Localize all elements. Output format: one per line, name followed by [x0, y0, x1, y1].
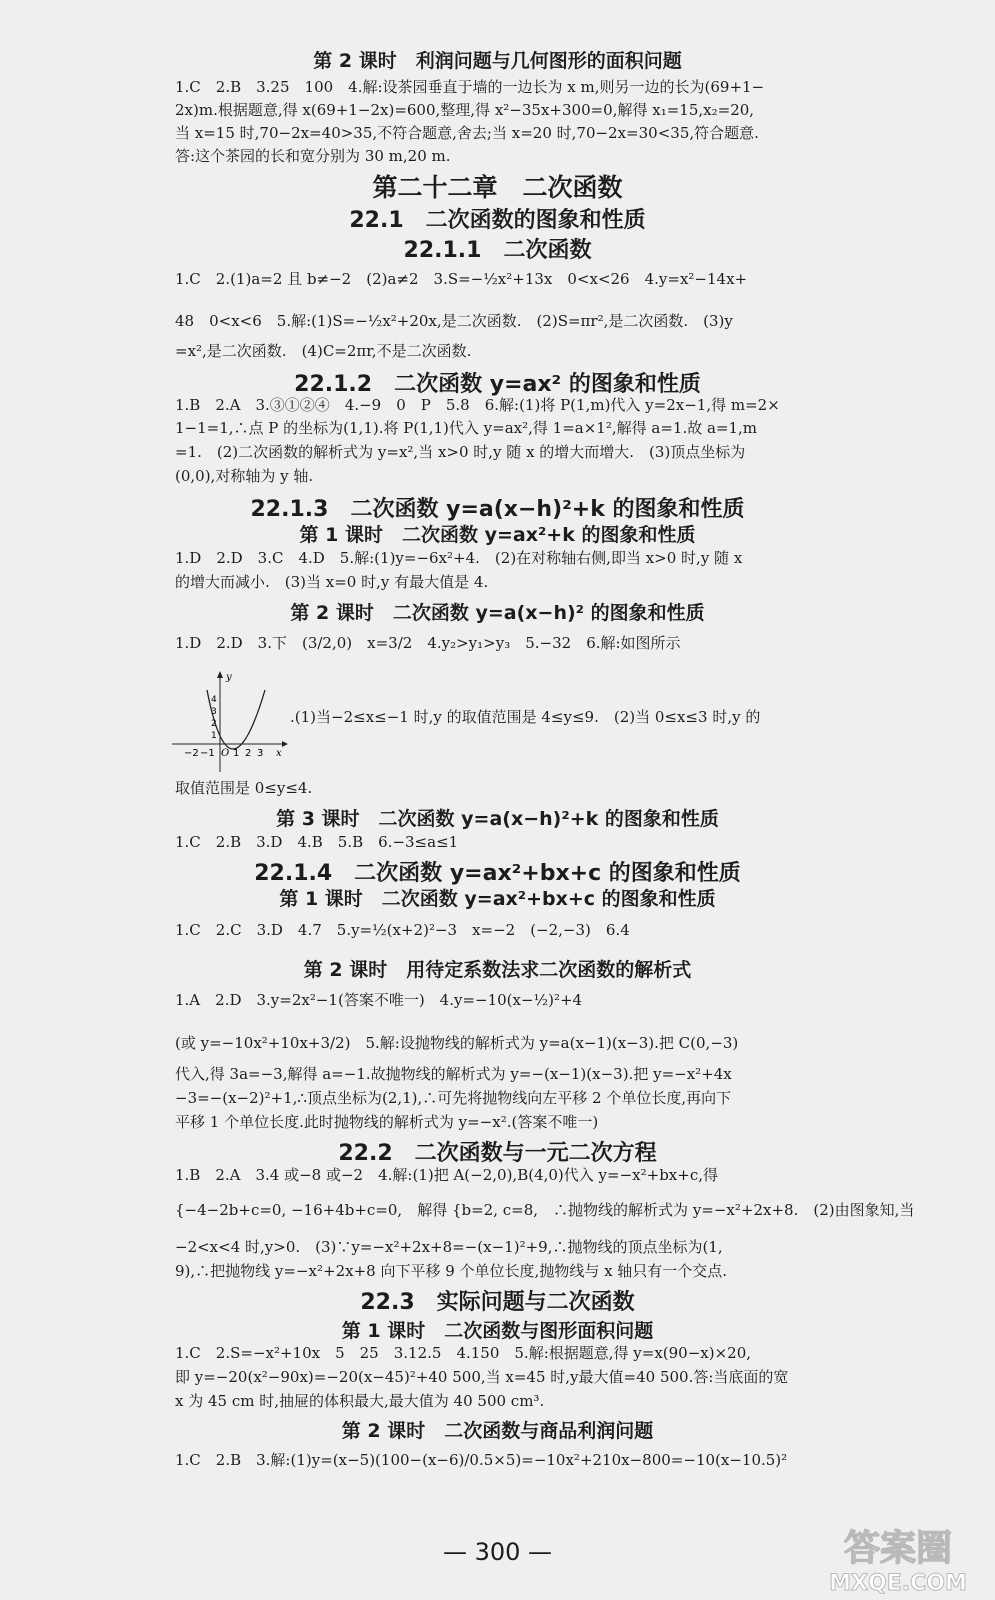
answer-line: 代入,得 3a=−3,解得 a=−1.故抛物线的解析式为 y=−(x−1)(x−3).把 y=−x²+4x: [175, 1065, 732, 1083]
answer-line: (或 y=−10x²+10x+3/2) 5.解:设抛物线的解析式为 y=a(x−1)(x−3).把 C(0,−3): [175, 1034, 739, 1052]
page-number: — 300 —: [442, 1538, 553, 1566]
lesson-heading: 第 2 课时 二次函数 y=a(x−h)² 的图象和性质: [290, 602, 705, 624]
answer-line: (0,0),对称轴为 y 轴.: [175, 467, 314, 485]
x-axis-arrow: [282, 741, 288, 747]
origin-label: O: [221, 748, 230, 759]
answer-line: 2x)m.根据题意,得 x(69+1−2x)=600,整理,得 x²−35x+300=0,解得 x₁=15,x₂=20,: [175, 101, 755, 119]
answer-line: 1.C 2.B 3.25 100 4.解:设茶园垂直于墙的一边长为 x m,则另一边的长为(69+1−: [175, 78, 765, 96]
lesson-heading: 第 1 课时 二次函数 y=ax²+bx+c 的图象和性质: [279, 888, 716, 910]
answer-line: 平移 1 个单位长度.此时抛物线的解析式为 y=−x².(答案不唯一): [175, 1113, 599, 1131]
answer-line: 的增大而减小. (3)当 x=0 时,y 有最大值是 4.: [175, 573, 489, 591]
y-tick-label: 2: [211, 719, 217, 729]
answer-line: 1−1=1,∴点 P 的坐标为(1,1).将 P(1,1)代入 y=ax²,得 1=a×1²,解得 a=1.故 a=1,m: [175, 419, 758, 437]
x-tick-label: 3: [257, 748, 264, 759]
section-heading: 22.2 二次函数与一元二次方程: [338, 1141, 657, 1166]
answer-line: −3=−(x−2)²+1,∴顶点坐标为(2,1),∴可先将抛物线向左平移 2 个单位长度,再向下: [175, 1089, 732, 1107]
answer-line: −2<x<4 时,y>0. (3)∵y=−x²+2x+8=−(x−1)²+9,∴抛物线的顶点坐标为(1,: [175, 1238, 723, 1256]
y-tick-label: 1: [211, 731, 217, 741]
x-tick-label: 1: [233, 748, 240, 759]
lesson-heading: 第 1 课时 二次函数与图形面积问题: [341, 1320, 654, 1342]
y-axis-arrow: [217, 671, 223, 678]
answer-line: x 为 45 cm 时,抽屉的体积最大,最大值为 40 500 cm³.: [175, 1392, 545, 1410]
y-tick-label: 3: [211, 707, 217, 717]
x-tick-label: 2: [245, 748, 252, 759]
x-axis-label: x: [276, 748, 282, 759]
answer-line: 1.B 2.A 3.4 或−8 或−2 4.解:(1)把 A(−2,0),B(4,0)代入 y=−x²+bx+c,得: [175, 1166, 719, 1184]
section-heading: 22.1 二次函数的图象和性质: [349, 208, 646, 233]
chapter-heading: 第二十二章 二次函数: [372, 173, 623, 202]
y-axis-label: y: [226, 672, 232, 683]
section-heading: 22.3 实际问题与二次函数: [360, 1290, 635, 1315]
lesson-heading: 第 2 课时 用待定系数法求二次函数的解析式: [303, 959, 692, 981]
answer-line: 1.D 2.D 3.下 (3/2,0) x=3/2 4.y₂>y₁>y₃ 5.−32 6.解:如图所示: [175, 634, 681, 652]
section-heading: 22.1.4 二次函数 y=ax²+bx+c 的图象和性质: [254, 861, 741, 886]
parabola-graph: [170, 668, 290, 778]
answer-line: 1.B 2.A 3.③①②④ 4.−9 0 P 5.8 6.解:(1)将 P(1,m)代入 y=2x−1,得 m=2×: [175, 396, 780, 414]
section-heading: 22.1.2 二次函数 y=ax² 的图象和性质: [294, 372, 701, 397]
answer-line: {−4−2b+c=0, −16+4b+c=0, 解得 {b=2, c=8, ∴抛物线的解析式为 y=−x²+2x+8. (2)由图象知,当: [175, 1201, 915, 1219]
answer-line: 48 0<x<6 5.解:(1)S=−½x²+20x,是二次函数. (2)S=πr²,是二次函数. (3)y: [175, 312, 733, 330]
watermark-logo: [808, 1520, 988, 1596]
x-tick-label: −2: [184, 748, 199, 759]
lesson-heading: 第 1 课时 二次函数 y=ax²+k 的图象和性质: [299, 524, 696, 546]
answer-line: 1.C 2.B 3.解:(1)y=(x−5)(100−(x−6)/0.5×5)=−10x²+210x−800=−10(x−10.5)²: [175, 1451, 788, 1469]
answer-line: 1.A 2.D 3.y=2x²−1(答案不唯一) 4.y=−10(x−½)²+4: [175, 991, 583, 1009]
answer-line: 1.D 2.D 3.C 4.D 5.解:(1)y=−6x²+4. (2)在对称轴右侧,即当 x>0 时,y 随 x: [175, 549, 743, 567]
lesson-heading: 第 3 课时 二次函数 y=a(x−h)²+k 的图象和性质: [276, 808, 719, 830]
answer-line: =x²,是二次函数. (4)C=2πr,不是二次函数.: [175, 342, 472, 360]
watermark-url: MXQE.COM: [829, 1571, 967, 1596]
answer-line: .(1)当−2≤x≤−1 时,y 的取值范围是 4≤y≤9. (2)当 0≤x≤3 时,y 的: [290, 708, 761, 726]
x-tick-label: −1: [200, 748, 215, 759]
answer-line: 1.C 2.C 3.D 4.7 5.y=½(x+2)²−3 x=−2 (−2,−3) 6.4: [175, 921, 630, 939]
answer-line: 答:这个茶园的长和宽分别为 30 m,20 m.: [175, 147, 451, 165]
section-heading: 22.1.3 二次函数 y=a(x−h)²+k 的图象和性质: [250, 497, 745, 522]
answer-line: 1.C 2.B 3.D 4.B 5.B 6.−3≤a≤1: [175, 833, 459, 851]
answer-line: =1. (2)二次函数的解析式为 y=x²,当 x>0 时,y 随 x 的增大而增大. (3)顶点坐标为: [175, 443, 746, 461]
lesson-heading: 第 2 课时 二次函数与商品利润问题: [341, 1420, 654, 1442]
answer-line: 9),∴把抛物线 y=−x²+2x+8 向下平移 9 个单位长度,抛物线与 x 轴只有一个交点.: [175, 1262, 728, 1280]
section-heading: 22.1.1 二次函数: [403, 238, 592, 263]
answer-line: 当 x=15 时,70−2x=40>35,不符合题意,舍去;当 x=20 时,70−2x=30<35,符合题意.: [175, 124, 759, 142]
watermark-text: 答案圈: [843, 1528, 953, 1569]
answer-line: 1.C 2.(1)a=2 且 b≠−2 (2)a≠2 3.S=−½x²+13x 0<x<26 4.y=x²−14x+: [175, 270, 748, 288]
y-tick-label: 4: [211, 695, 217, 705]
answer-line: 1.C 2.S=−x²+10x 5 25 3.12.5 4.150 5.解:根据题意,得 y=x(90−x)×20,: [175, 1344, 752, 1362]
section-heading: 第 2 课时 利润问题与几何图形的面积问题: [313, 50, 682, 72]
answer-line: 取值范围是 0≤y≤4.: [175, 779, 313, 797]
answer-line: 即 y=−20(x²−90x)=−20(x−45)²+40 500,当 x=45 时,y最大值=40 500.答:当底面的宽: [175, 1368, 789, 1386]
